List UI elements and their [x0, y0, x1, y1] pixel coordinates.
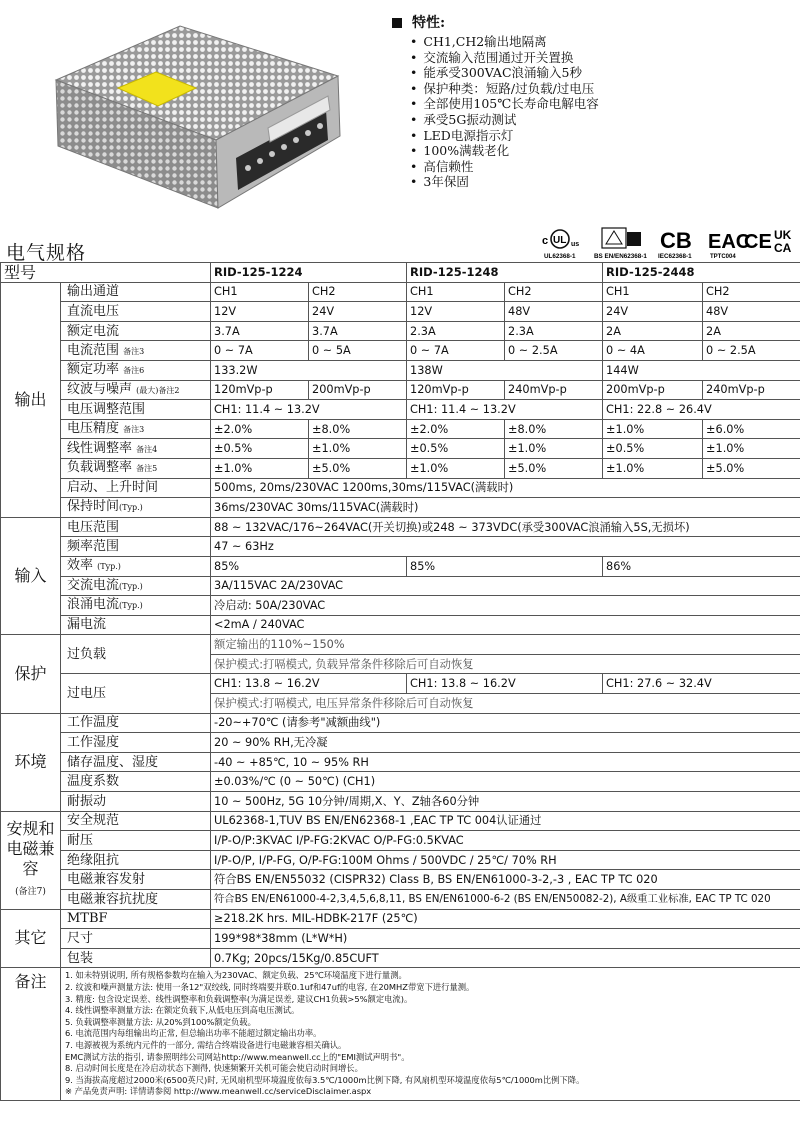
- table-row: [1, 870, 800, 890]
- svg-text:CE: CE: [744, 231, 772, 253]
- model-name: RID-125-1224: [211, 263, 407, 283]
- cell: ±8.0%: [505, 419, 603, 439]
- group-output: 输出: [1, 282, 61, 517]
- cell: CH2: [505, 282, 603, 302]
- table-row: [1, 850, 800, 870]
- row-label: 额定功率 备注6: [61, 360, 211, 380]
- product-photo: [38, 18, 350, 218]
- table-row: [1, 615, 800, 635]
- group-protection: 保护: [1, 635, 61, 713]
- table-row: [1, 772, 800, 792]
- cell: ±1.0%: [211, 458, 309, 478]
- cell: ±5.0%: [309, 458, 407, 478]
- group-input: 输入: [1, 517, 61, 635]
- row-label: 温度系数: [61, 772, 211, 792]
- cell: 0 ~ 7A: [211, 341, 309, 361]
- row-label: 负载调整率 备注5: [61, 458, 211, 478]
- feature-item: • 交流输入范围通过开关置换: [410, 50, 792, 66]
- row-label: 浪涌电流(Typ.): [61, 596, 211, 616]
- table-row: [1, 792, 800, 812]
- cell: 符合BS EN/EN61000-4-2,3,4,5,6,8,11, BS EN/EN61000-6-2 (BS EN/EN50082-2), A级重工业标准, EAC TP TC 020: [211, 890, 800, 910]
- notes-cell: [61, 968, 800, 1101]
- table-row: [1, 576, 800, 596]
- note-line: 4. 线性调整率测量方法: 在额定负载下,从低电压到高电压测试。: [65, 1005, 300, 1016]
- row-label: 输出通道: [61, 282, 211, 302]
- features-title: 特性:: [392, 12, 792, 34]
- cell: 24V: [603, 302, 703, 322]
- table-row: [1, 733, 800, 753]
- model-row: [1, 263, 800, 283]
- cell: ±1.0%: [407, 458, 505, 478]
- row-label: 线性调整率 备注4: [61, 439, 211, 459]
- table-row: [1, 948, 800, 968]
- cell: 0 ~ 5A: [309, 341, 407, 361]
- table-row: [1, 341, 800, 361]
- cell: 0 ~ 2.5A: [505, 341, 603, 361]
- row-label: 交流电流(Typ.): [61, 576, 211, 596]
- cell: ±0.5%: [603, 439, 703, 459]
- svg-text:EAC: EAC: [708, 231, 751, 253]
- cell: 3A/115VAC 2A/230VAC: [211, 576, 800, 596]
- cell: 48V: [703, 302, 800, 322]
- cell: CH1: [407, 282, 505, 302]
- cell: 88 ~ 132VAC/176~264VAC(开关切换)或248 ~ 373VDC(承受300VAC浪涌输入5S,无损坏): [211, 517, 800, 537]
- cell: 3.7A: [309, 321, 407, 341]
- cell: 20 ~ 90% RH,无冷凝: [211, 733, 800, 753]
- feature-item: • 承受5G振动测试: [410, 112, 792, 128]
- cell: ±1.0%: [505, 439, 603, 459]
- note-line: 9. 当海拔高度超过2000米(6500英尺)时, 无风扇机型环境温度依每3.5℃/1000m比例下降, 有风扇机型环境温度依每5℃/1000m比例下降。: [65, 1074, 585, 1085]
- svg-text:UK: UK: [774, 228, 792, 242]
- square-bullet-icon: [392, 18, 402, 28]
- row-label: 电压调整范围: [61, 400, 211, 420]
- cell: 48V: [505, 302, 603, 322]
- cell: ±0.5%: [407, 439, 505, 459]
- feature-item: • 保护种类：短路/过负载/过电压: [410, 81, 792, 97]
- cell: 2A: [603, 321, 703, 341]
- row-label: 工作温度: [61, 713, 211, 733]
- table-row: [1, 321, 800, 341]
- row-label: 频率范围: [61, 537, 211, 557]
- cell: 85%: [211, 556, 407, 576]
- cell: 保护模式:打嗝模式, 电压异常条件移除后可自动恢复: [211, 694, 800, 714]
- table-row: [1, 302, 800, 322]
- feature-item: • 全部使用105℃长寿命电解电容: [410, 96, 792, 112]
- spec-title: 电气规格: [6, 242, 87, 264]
- cell: -40 ~ +85℃, 10 ~ 95% RH: [211, 752, 800, 772]
- note-line: 1. 如未特别说明, 所有规格参数均在输入为230VAC、额定负载、25℃环境温度下进行量测。: [65, 970, 407, 981]
- cell: 冷启动: 50A/230VAC: [211, 596, 800, 616]
- cell: I/P-O/P:3KVAC I/P-FG:2KVAC O/P-FG:0.5KVAC: [211, 831, 800, 851]
- row-label: 电压精度 备注3: [61, 419, 211, 439]
- svg-text:IEC62368-1: IEC62368-1: [658, 253, 692, 260]
- table-row: [1, 713, 800, 733]
- note-line: 8. 启动时间长度是在冷启动状态下测得, 快速频繁开关机可能会使启动时间增长。: [65, 1063, 363, 1074]
- cell: 200mVp-p: [603, 380, 703, 400]
- cell: 85%: [407, 556, 603, 576]
- cell: CH1: 22.8 ~ 26.4V: [603, 400, 800, 420]
- cell: ±5.0%: [505, 458, 603, 478]
- row-label: 漏电流: [61, 615, 211, 635]
- cell: CH1: 11.4 ~ 13.2V: [407, 400, 603, 420]
- svg-text:c: c: [542, 235, 549, 247]
- cell: 0 ~ 2.5A: [703, 341, 800, 361]
- cell: 240mVp-p: [703, 380, 800, 400]
- cell: CH1: 11.4 ~ 13.2V: [211, 400, 407, 420]
- note-line: EMC测试方法的指引, 请参照明纬公司网站http://www.meanwell.cc上的"EMI测试声明书"。: [65, 1051, 410, 1062]
- cell: 500ms, 20ms/230VAC 1200ms,30ms/115VAC(满载时): [211, 478, 800, 498]
- table-row: [1, 282, 800, 302]
- row-label: 电磁兼容发射: [61, 870, 211, 890]
- model-label: 型号: [1, 263, 211, 283]
- cell: 86%: [603, 556, 800, 576]
- cell: CH1: [211, 282, 309, 302]
- row-label: 电流范围 备注3: [61, 341, 211, 361]
- row-label: 效率 (Typ.): [61, 556, 211, 576]
- cell: 0 ~ 7A: [407, 341, 505, 361]
- table-row: [1, 890, 800, 910]
- note-line: ※ 产品免责声明: 详情请参阅 http://www.meanwell.cc/serviceDisclaimer.aspx: [65, 1086, 372, 1097]
- feature-item: • CH1,CH2输出地隔离: [410, 34, 792, 50]
- features-section: [392, 12, 792, 190]
- cell: ±1.0%: [603, 419, 703, 439]
- cell: CH2: [309, 282, 407, 302]
- row-label: 启动、上升时间: [61, 478, 211, 498]
- cell: ±1.0%: [309, 439, 407, 459]
- ul-mark-icon: [542, 230, 579, 260]
- cell: 0 ~ 4A: [603, 341, 703, 361]
- row-label: 额定电流: [61, 321, 211, 341]
- row-label: 直流电压: [61, 302, 211, 322]
- feature-item: • 100%满载老化: [410, 143, 792, 159]
- table-row: [1, 635, 800, 655]
- cell: ≥218.2K hrs. MIL-HDBK-217F (25℃): [211, 909, 800, 929]
- model-name: RID-125-1248: [407, 263, 603, 283]
- feature-item: • 3年保固: [410, 174, 792, 190]
- cell: ±2.0%: [407, 419, 505, 439]
- cell: 额定输出的110%~150%: [211, 635, 800, 655]
- table-row: [1, 831, 800, 851]
- cell: 24V: [309, 302, 407, 322]
- table-row: [1, 929, 800, 949]
- cell: 保护模式:打嗝模式, 负载异常条件移除后可自动恢复: [211, 654, 800, 674]
- cell: ±2.0%: [211, 419, 309, 439]
- table-row: [1, 380, 800, 400]
- cell: 47 ~ 63Hz: [211, 537, 800, 557]
- cell: ±1.0%: [603, 458, 703, 478]
- cell: ±0.03%/℃ (0 ~ 50℃) (CH1): [211, 772, 800, 792]
- row-label: 工作湿度: [61, 733, 211, 753]
- ce-mark-icon: [744, 231, 772, 253]
- row-label: MTBF: [61, 909, 211, 929]
- group-notes: 备注: [1, 968, 61, 1101]
- cell: ±0.5%: [211, 439, 309, 459]
- note-line: 3. 精度: 包含设定误差、线性调整率和负载调整率(为满足误差, 建议CH1负载>5%额定电流)。: [65, 993, 413, 1004]
- cell: 199*98*38mm (L*W*H): [211, 929, 800, 949]
- svg-text:BS EN/EN62368-1: BS EN/EN62368-1: [594, 253, 647, 260]
- cell: 3.7A: [211, 321, 309, 341]
- group-safety: 安规和电磁兼容 (备注7): [1, 811, 61, 909]
- cell: CH1: [603, 282, 703, 302]
- cell: 符合BS EN/EN55032 (CISPR32) Class B, BS EN/EN61000-3-2,-3 , EAC TP TC 020: [211, 870, 800, 890]
- certification-marks: [538, 222, 800, 262]
- svg-text:TPTC004: TPTC004: [710, 254, 736, 260]
- row-label: 电压范围: [61, 517, 211, 537]
- row-label: 电磁兼容抗扰度: [61, 890, 211, 910]
- cell: 120mVp-p: [211, 380, 309, 400]
- feature-item: • 能承受300VAC浪涌输入5秒: [410, 65, 792, 81]
- cell: UL62368-1,TUV BS EN/EN62368-1 ,EAC TP TC 004认证通过: [211, 811, 800, 831]
- tuv-mark-icon: [594, 228, 647, 260]
- cell: 36ms/230VAC 30ms/115VAC(满载时): [211, 498, 800, 518]
- cell: CH1: 13.8 ~ 16.2V: [211, 674, 407, 694]
- svg-text:CA: CA: [774, 241, 792, 255]
- table-row: [1, 400, 800, 420]
- table-row: [1, 909, 800, 929]
- row-label: 安全规范: [61, 811, 211, 831]
- group-environment: 环境: [1, 713, 61, 811]
- table-row: [1, 537, 800, 557]
- note-line: 5. 负载调整率测量方法: 从20%到100%额定负载。: [65, 1016, 256, 1027]
- cell: 12V: [211, 302, 309, 322]
- cell: 10 ~ 500Hz, 5G 10分钟/周期,X、Y、Z轴各60分钟: [211, 792, 800, 812]
- cell: 0.7Kg; 20pcs/15Kg/0.85CUFT: [211, 948, 800, 968]
- svg-text:us: us: [571, 241, 580, 248]
- table-row: [1, 517, 800, 537]
- cell: 200mVp-p: [309, 380, 407, 400]
- table-row: [1, 478, 800, 498]
- cell: 133.2W: [211, 360, 407, 380]
- row-label: 尺寸: [61, 929, 211, 949]
- note-line: 6. 电流范围内每组输出均正常, 但总输出功率不能超过额定输出功率。: [65, 1028, 322, 1039]
- row-label: 包装: [61, 948, 211, 968]
- table-row: [1, 811, 800, 831]
- table-row: [1, 419, 800, 439]
- row-label: 过电压: [61, 674, 211, 713]
- ukca-mark-icon: [774, 228, 792, 255]
- cell: 144W: [603, 360, 800, 380]
- table-row: [1, 596, 800, 616]
- cell: ±5.0%: [703, 458, 800, 478]
- svg-text:UL: UL: [553, 235, 567, 246]
- spec-table: [0, 262, 800, 1101]
- cell: CH1: 27.6 ~ 32.4V: [603, 674, 800, 694]
- svg-text:UL62368-1: UL62368-1: [544, 253, 576, 260]
- table-row: [1, 458, 800, 478]
- row-label: 储存温度、湿度: [61, 752, 211, 772]
- cell: 138W: [407, 360, 603, 380]
- cell: 12V: [407, 302, 505, 322]
- feature-item: • LED电源指示灯: [410, 128, 792, 144]
- cell: 240mVp-p: [505, 380, 603, 400]
- row-label: 纹波与噪声 (最大)备注2: [61, 380, 211, 400]
- features-list: [392, 34, 792, 190]
- row-label: 过负载: [61, 635, 211, 674]
- table-row: [1, 752, 800, 772]
- group-others: 其它: [1, 909, 61, 968]
- table-row: [1, 556, 800, 576]
- model-name: RID-125-2448: [603, 263, 800, 283]
- row-label: 耐压: [61, 831, 211, 851]
- note-line: 7. 电源被视为系统内元件的一部分, 需结合终端设备进行电磁兼容相关确认。: [65, 1039, 347, 1050]
- cell: I/P-O/P, I/P-FG, O/P-FG:100M Ohms / 500VDC / 25℃/ 70% RH: [211, 850, 800, 870]
- row-label: 耐振动: [61, 792, 211, 812]
- cell: ±8.0%: [309, 419, 407, 439]
- cell: -20~+70℃ (请参考"减额曲线"): [211, 713, 800, 733]
- cb-mark-icon: [658, 228, 692, 260]
- cell: ±6.0%: [703, 419, 800, 439]
- table-row: [1, 360, 800, 380]
- cell: 120mVp-p: [407, 380, 505, 400]
- cell: <2mA / 240VAC: [211, 615, 800, 635]
- feature-item: • 高信赖性: [410, 159, 792, 175]
- table-row: [1, 439, 800, 459]
- row-label: 绝缘阻抗: [61, 850, 211, 870]
- svg-text:CB: CB: [660, 228, 692, 253]
- cell: 2.3A: [505, 321, 603, 341]
- cell: CH2: [703, 282, 800, 302]
- table-row: [1, 674, 800, 694]
- cell: CH1: 13.8 ~ 16.2V: [407, 674, 603, 694]
- note-line: 2. 纹波和噪声测量方法: 使用一条12"双绞线, 同时终端要并联0.1uf和47uf的电容, 在20MHZ带宽下进行量测。: [65, 981, 475, 992]
- notes-row: [1, 968, 800, 1101]
- table-row: [1, 498, 800, 518]
- cell: ±1.0%: [703, 439, 800, 459]
- cell: 2A: [703, 321, 800, 341]
- cell: 2.3A: [407, 321, 505, 341]
- row-label: 保持时间(Typ.): [61, 498, 211, 518]
